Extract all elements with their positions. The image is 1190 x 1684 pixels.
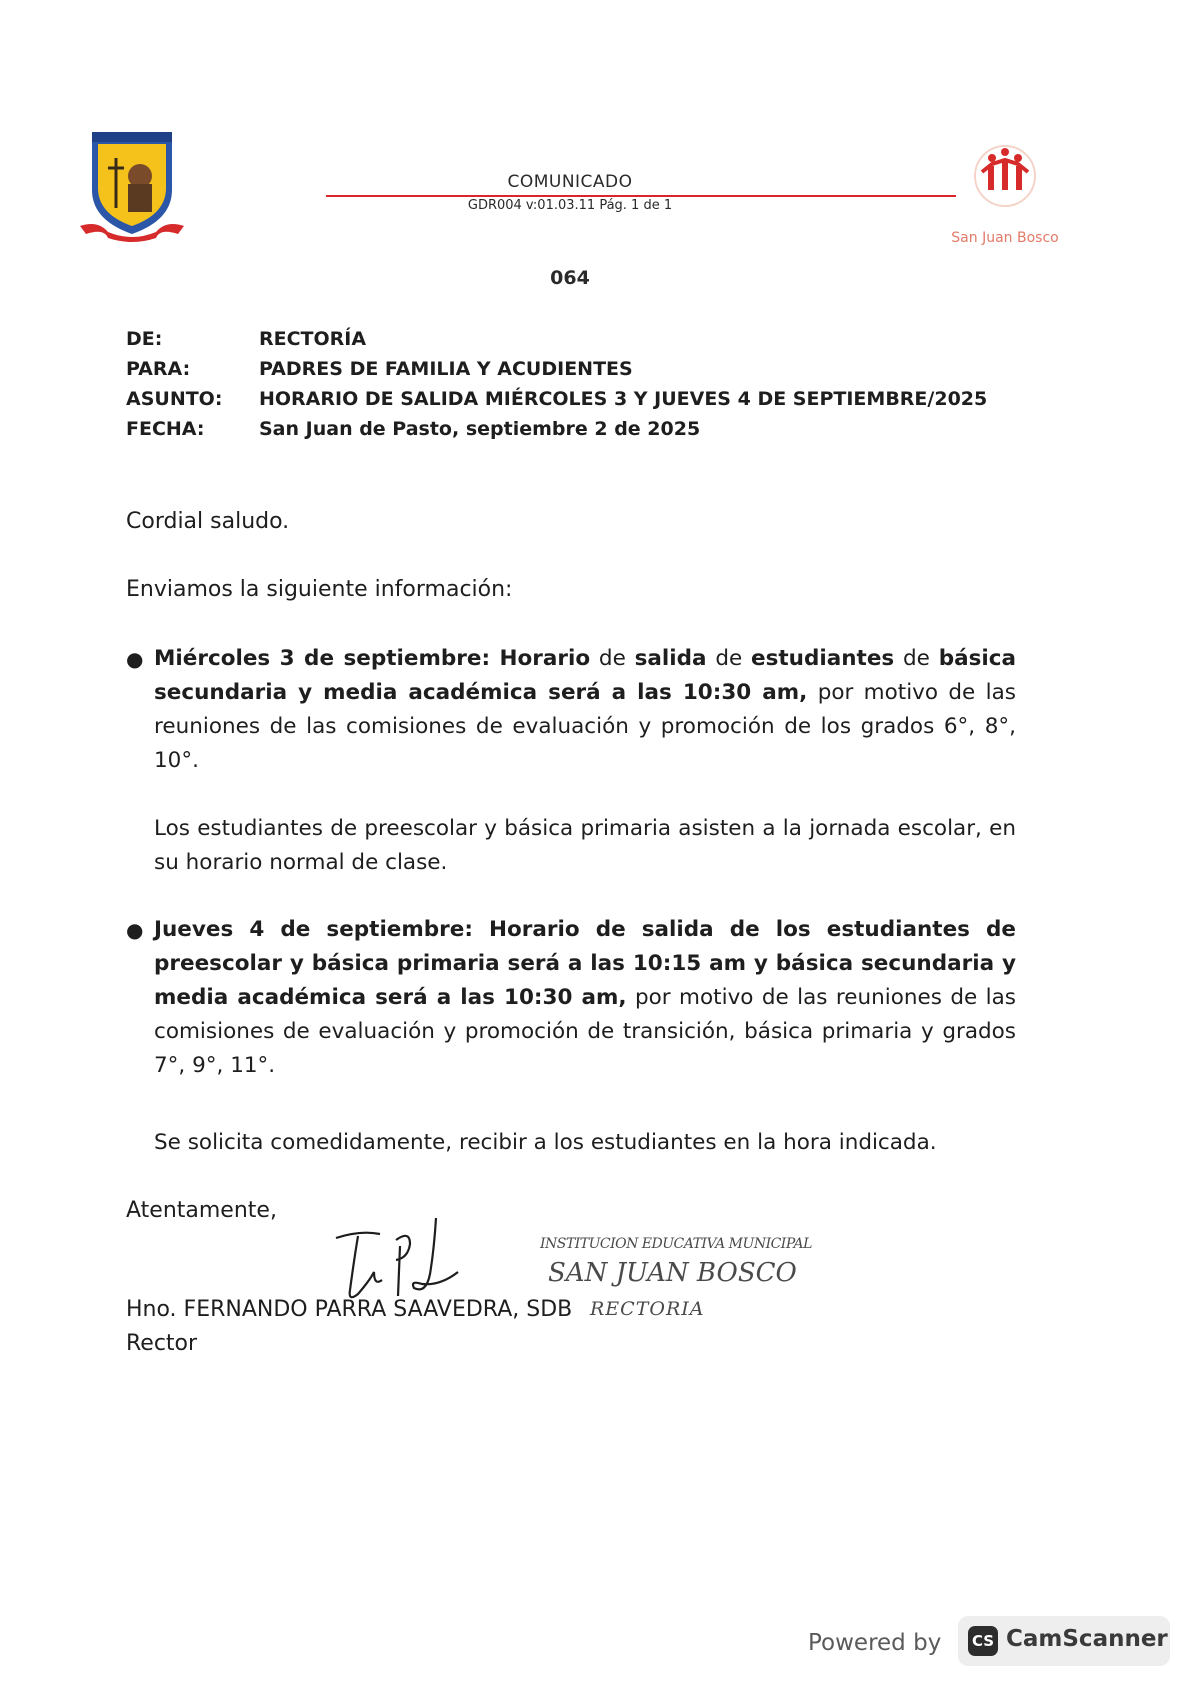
list-item-thursday xyxy=(126,913,1016,1083)
meta-key: FECHA: xyxy=(126,418,205,440)
signer-role: Rector xyxy=(126,1331,198,1356)
stamp-line: RECTORIA xyxy=(590,1298,705,1320)
handwritten-signature xyxy=(330,1210,470,1306)
bullet-icon: ● xyxy=(126,647,144,671)
meta-value: RECTORÍA xyxy=(259,328,367,350)
intro: Enviamos la siguiente información: xyxy=(126,577,513,602)
list-item-text: Jueves 4 de septiembre: Horario de salida de los estudiantes de preescolar y básica primaria será a las 10:15 am y básica secundaria y media académica será a las 10:30 am, por motivo de las reuniones de las comisiones de evaluación y promoción de transición, básica primaria y grados 7°, 9°, 11°. xyxy=(154,917,1016,1078)
request-text: Se solicita comedidamente, recibir a los estudiantes en la hora indicada. xyxy=(154,1130,937,1155)
meta-value: PADRES DE FAMILIA Y ACUDIENTES xyxy=(259,358,633,380)
institution-logo xyxy=(930,142,1080,262)
school-crest-logo xyxy=(78,128,188,244)
salesian-icon xyxy=(930,142,1080,222)
camscanner-icon: CS xyxy=(968,1626,998,1656)
meta-key: ASUNTO: xyxy=(126,388,223,410)
meta-value: HORARIO DE SALIDA MIÉRCOLES 3 Y JUEVES 4 DE SEPTIEMBRE/2025 xyxy=(259,388,988,410)
closing: Atentamente, xyxy=(126,1198,277,1223)
meta-value: San Juan de Pasto, septiembre 2 de 2025 xyxy=(259,418,701,440)
meta-row-from xyxy=(126,328,366,350)
list-item-wednesday xyxy=(126,642,1016,778)
meta-row-to xyxy=(126,358,633,380)
stamp-line: INSTITUCION EDUCATIVA MUNICIPAL xyxy=(540,1236,812,1252)
logo-name: San Juan Bosco xyxy=(951,230,1059,246)
header-divider xyxy=(326,195,956,197)
request-line xyxy=(126,1126,1016,1160)
document-code: GDR004 v:01.03.11 Pág. 1 de 1 xyxy=(467,198,673,213)
note-text: Los estudiantes de preescolar y básica primaria asisten a la jornada escolar, en su horario normal de clase. xyxy=(154,816,1016,875)
wednesday-note xyxy=(126,812,1016,880)
document-number: 064 xyxy=(550,267,590,289)
powered-by-text: Powered by xyxy=(808,1630,942,1656)
camscanner-name: CamScanner xyxy=(1006,1626,1168,1652)
meta-key: DE: xyxy=(126,328,163,350)
meta-row-date xyxy=(126,418,700,440)
list-item-text: Miércoles 3 de septiembre: Horario de salida de estudiantes de básica secundaria y media académica será a las 10:30 am, por motivo de las reuniones de las comisiones de evaluación y promoción de los grados 6°, 8°, 10°. xyxy=(154,646,1017,773)
meta-row-subject xyxy=(126,388,987,410)
institution-stamp xyxy=(540,1236,812,1326)
camscanner-badge xyxy=(958,1616,1170,1666)
meta-key: PARA: xyxy=(126,358,191,380)
document-title: COMUNICADO xyxy=(507,172,633,192)
greeting: Cordial saludo. xyxy=(126,509,290,534)
bullet-icon: ● xyxy=(126,918,144,942)
stamp-line: SAN JUAN BOSCO xyxy=(548,1258,797,1288)
signer-name: Hno. FERNANDO PARRA SAAVEDRA, SDB xyxy=(126,1297,573,1322)
